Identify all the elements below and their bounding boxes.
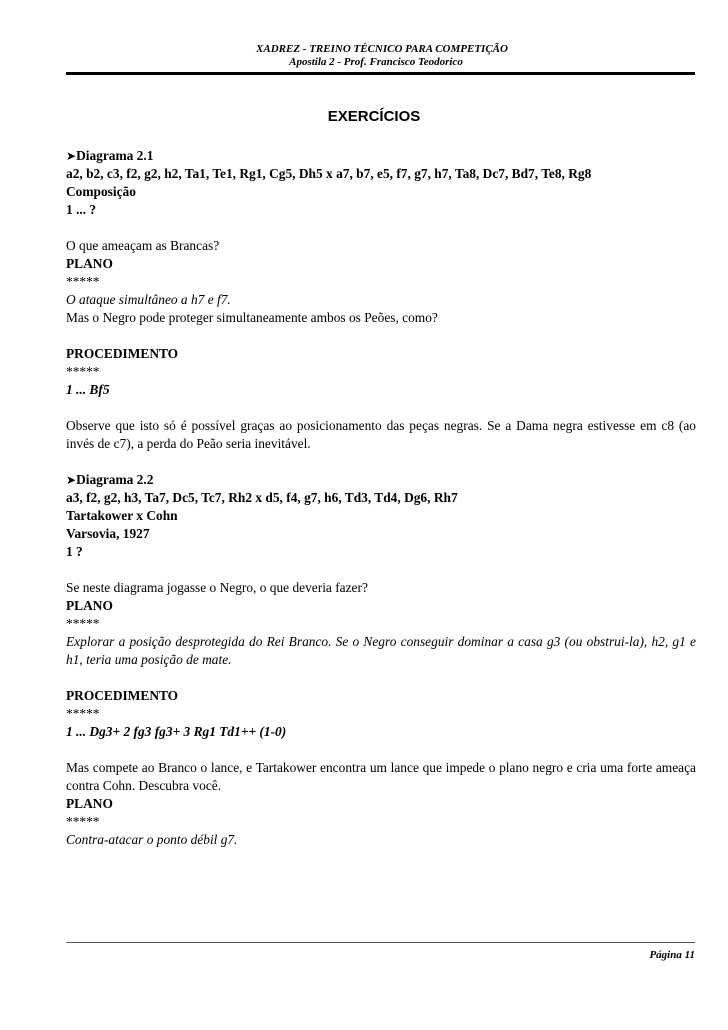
plano-answer: Contra-atacar o ponto débil g7. bbox=[66, 832, 238, 847]
plano-answer: Explorar a posição desprotegida do Rei Branco. Se o Negro conseguir dominar a casa g3 (ou obstrui-la), h2, g1 e h1, teria uma posição de mate. bbox=[66, 634, 696, 667]
diagram-move: 1 ... ? bbox=[66, 202, 97, 217]
diagram-heading bbox=[66, 471, 696, 489]
diagram-place-year: Varsovia, 1927 bbox=[66, 526, 150, 541]
plano-stars: ***** bbox=[66, 274, 100, 289]
procedimento-label: PROCEDIMENTO bbox=[66, 346, 179, 361]
exercise-diagram-2-1 bbox=[66, 147, 696, 471]
page-title: EXERCÍCIOS bbox=[327, 108, 421, 125]
diagram-move: 1 ? bbox=[66, 544, 83, 559]
diagram-players: Tartakower x Cohn bbox=[66, 508, 178, 523]
footer-divider bbox=[66, 942, 695, 943]
page-number: Página 11 bbox=[649, 949, 695, 961]
diagram-type: Composição bbox=[66, 184, 136, 199]
arrow-bullet-icon: ➤ bbox=[66, 473, 77, 487]
plano-stars: ***** bbox=[66, 814, 100, 829]
observation-text: Mas compete ao Branco o lance, e Tartakower encontra um lance que impede o plano negro e cria uma forte ameaça contra Cohn. Descubra você. bbox=[66, 760, 696, 793]
diagram-position: a3, f2, g2, h3, Ta7, Dc5, Tc7, Rh2 x d5, f4, g7, h6, Td3, Td4, Dg6, Rh7 bbox=[66, 490, 458, 505]
diagram-label: Diagrama 2.1 bbox=[76, 148, 154, 163]
plano-stars: ***** bbox=[66, 616, 100, 631]
diagram-position: a2, b2, c3, f2, g2, h2, Ta1, Te1, Rg1, Cg5, Dh5 x a7, b7, e5, f7, g7, h7, Ta8, Dc7, Bd7, Te8, Rg8 bbox=[66, 166, 592, 181]
header-divider bbox=[66, 72, 695, 75]
procedimento-moves: 1 ... Bf5 bbox=[66, 382, 110, 397]
procedimento-stars: ***** bbox=[66, 706, 100, 721]
procedimento-label: PROCEDIMENTO bbox=[66, 688, 179, 703]
header-subtitle: Apostila 2 - Prof. Francisco Teodorico bbox=[289, 56, 463, 68]
plano-followup: Mas o Negro pode proteger simultaneamente ambos os Peões, como? bbox=[66, 310, 438, 325]
plano-label: PLANO bbox=[66, 256, 113, 271]
page-header bbox=[0, 43, 728, 69]
header-course-title: XADREZ - TREINO TÉCNICO PARA COMPETIÇÃO bbox=[256, 43, 508, 55]
diagram-heading bbox=[66, 147, 696, 165]
procedimento-moves: 1 ... Dg3+ 2 fg3 fg3+ 3 Rg1 Td1++ (1-0) bbox=[66, 724, 287, 739]
diagram-label: Diagrama 2.2 bbox=[76, 472, 154, 487]
observation-text: Observe que isto só é possível graças ao posicionamento das peças negras. Se a Dama negra estivesse em c8 (ao invés de c7), a perda do Peão seria inevitável. bbox=[66, 418, 696, 451]
procedimento-stars: ***** bbox=[66, 364, 100, 379]
plano-label: PLANO bbox=[66, 598, 113, 613]
document-body bbox=[66, 147, 696, 849]
diagram-question: O que ameaçam as Brancas? bbox=[66, 238, 220, 253]
arrow-bullet-icon: ➤ bbox=[66, 149, 77, 163]
plano-label: PLANO bbox=[66, 796, 113, 811]
plano-answer: O ataque simultâneo a h7 e f7. bbox=[66, 292, 231, 307]
diagram-question: Se neste diagrama jogasse o Negro, o que deveria fazer? bbox=[66, 580, 368, 595]
exercise-diagram-2-2 bbox=[66, 471, 696, 849]
